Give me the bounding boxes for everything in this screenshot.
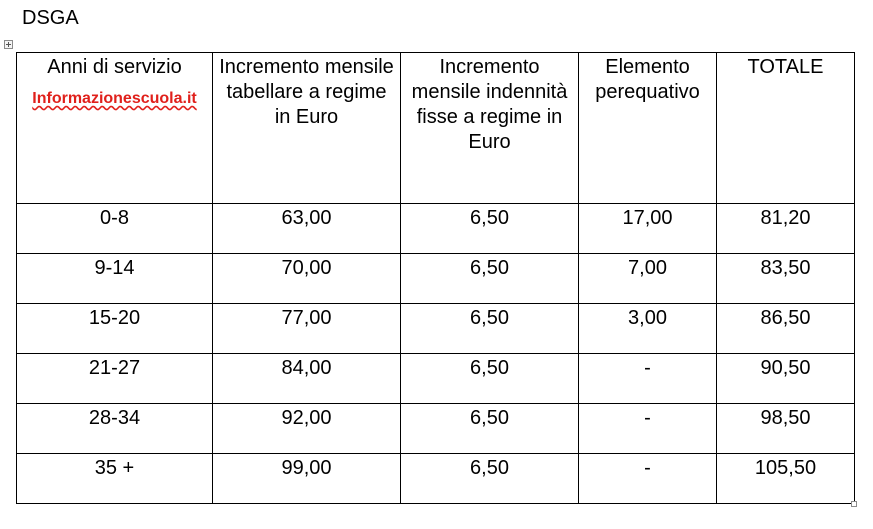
cell-total: 105,50 — [717, 454, 855, 504]
table-row — [17, 404, 855, 454]
cell-tabular: 77,00 — [213, 304, 401, 354]
cell-years: 9-14 — [17, 254, 213, 304]
header-cell-allowance — [401, 53, 579, 204]
cell-equalizing: 3,00 — [579, 304, 717, 354]
cell-total: 83,50 — [717, 254, 855, 304]
cell-tabular: 84,00 — [213, 354, 401, 404]
cell-total: 81,20 — [717, 204, 855, 254]
cell-equalizing: 17,00 — [579, 204, 717, 254]
cell-tabular: 92,00 — [213, 404, 401, 454]
table-row — [17, 304, 855, 354]
cell-years: 35 + — [17, 454, 213, 504]
cell-equalizing: - — [579, 354, 717, 404]
cell-allowance: 6,50 — [401, 404, 579, 454]
table-row — [17, 454, 855, 504]
cell-tabular: 99,00 — [213, 454, 401, 504]
table-row — [17, 204, 855, 254]
cell-total: 86,50 — [717, 304, 855, 354]
cell-allowance: 6,50 — [401, 204, 579, 254]
cell-years: 21-27 — [17, 354, 213, 404]
header-cell-years — [17, 53, 213, 204]
table-header-row — [17, 53, 855, 204]
cell-equalizing: - — [579, 454, 717, 504]
cell-tabular: 63,00 — [213, 204, 401, 254]
table-row — [17, 254, 855, 304]
header-total: TOTALE — [747, 56, 824, 78]
cell-allowance: 6,50 — [401, 304, 579, 354]
source-link[interactable]: Informazionescuola.it — [32, 90, 197, 107]
cell-total: 90,50 — [717, 354, 855, 404]
header-cell-equalizing — [579, 53, 717, 204]
cell-years: 0-8 — [17, 204, 213, 254]
header-allowance-increase: Incremento mensile indennità fisse a regime in Euro — [411, 56, 568, 153]
header-cell-tabular — [213, 53, 401, 204]
table-move-handle-icon[interactable] — [4, 40, 13, 49]
header-years: Anni di servizio — [47, 56, 182, 78]
table-row — [17, 354, 855, 404]
cell-allowance: 6,50 — [401, 354, 579, 404]
header-equalizing: Elemento perequativo — [595, 56, 700, 103]
table-resize-handle-icon[interactable] — [851, 501, 857, 507]
cell-allowance: 6,50 — [401, 254, 579, 304]
cell-tabular: 70,00 — [213, 254, 401, 304]
document-title: DSGA — [22, 7, 79, 29]
cell-years: 15-20 — [17, 304, 213, 354]
header-tabular-increase: Incremento mensile tabellare a regime in Euro — [219, 56, 394, 128]
cell-years: 28-34 — [17, 404, 213, 454]
cell-equalizing: - — [579, 404, 717, 454]
cell-equalizing: 7,00 — [579, 254, 717, 304]
header-cell-total — [717, 53, 855, 204]
salary-increase-table — [16, 52, 855, 504]
cell-total: 98,50 — [717, 404, 855, 454]
cell-allowance: 6,50 — [401, 454, 579, 504]
